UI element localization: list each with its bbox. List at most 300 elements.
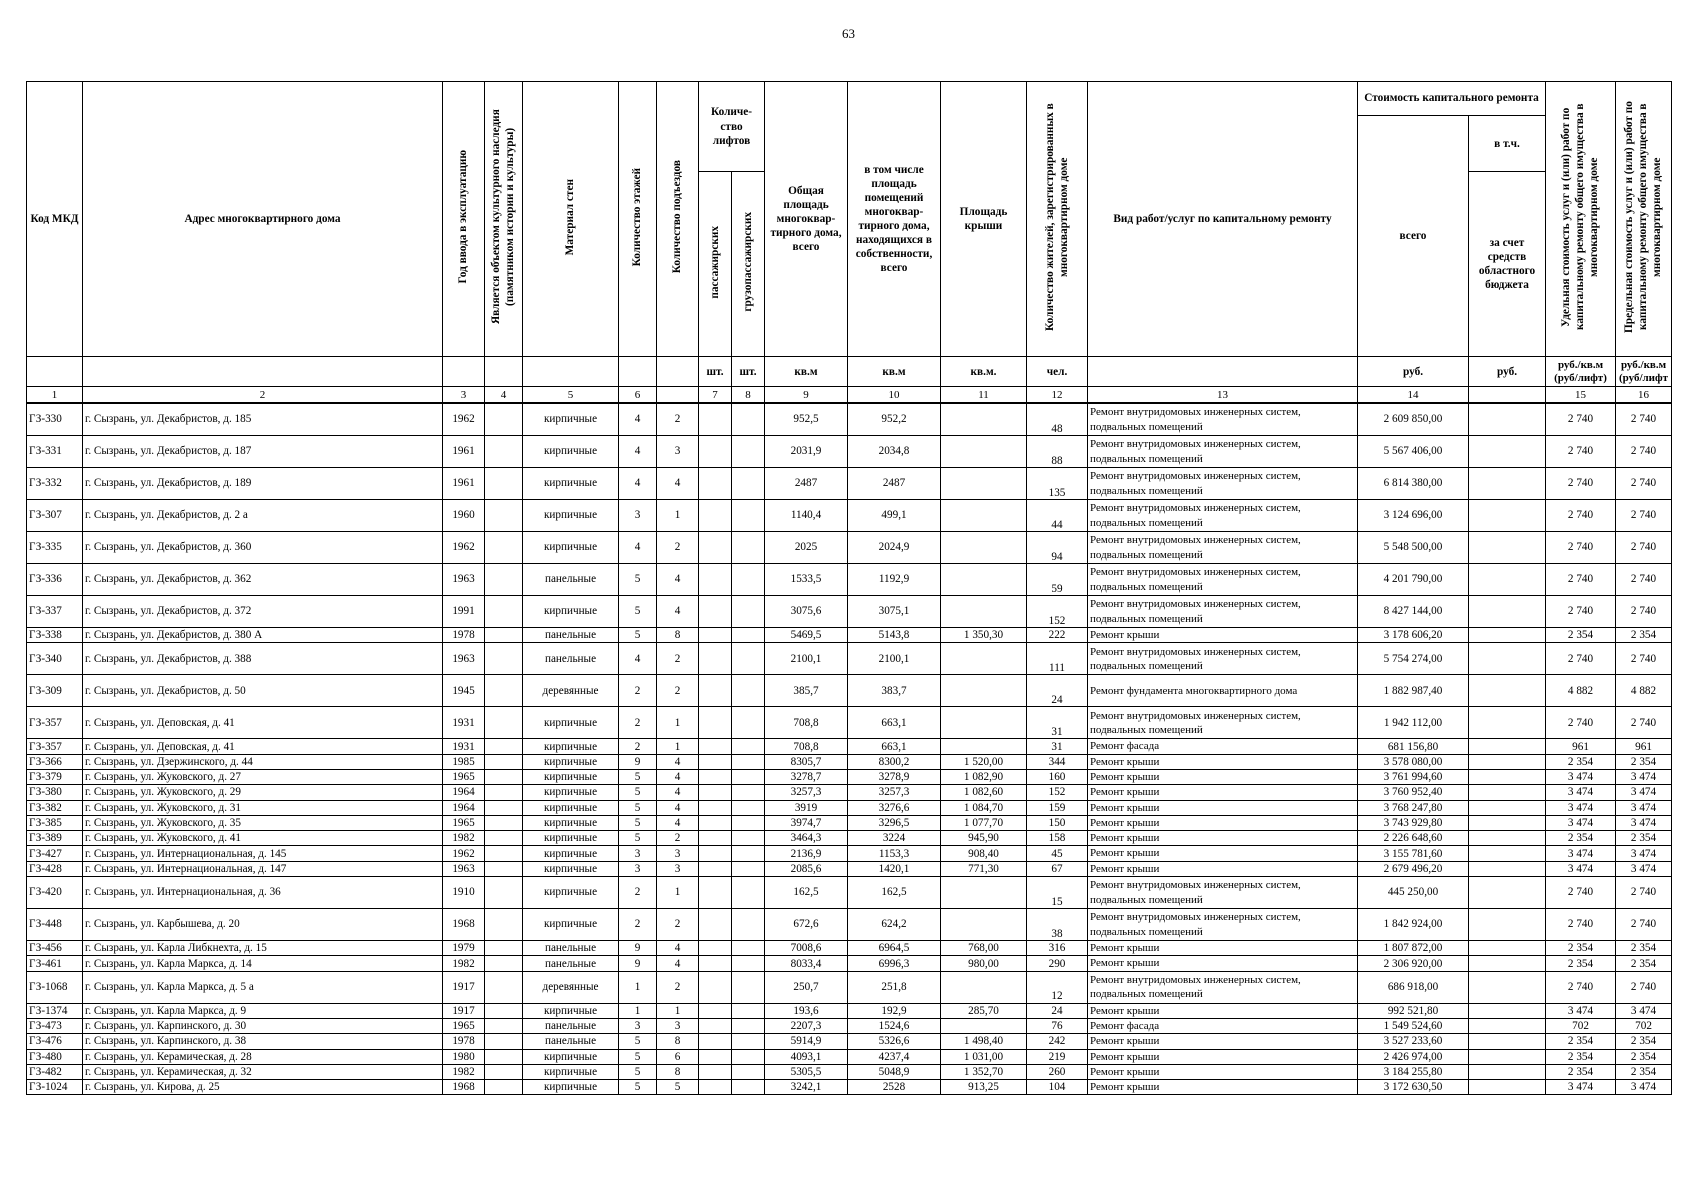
cell-code: ГЗ-480 [27,1049,83,1064]
cell-unit: 2 354 [1546,941,1616,956]
cell-roof [941,403,1027,436]
cell-roof [941,436,1027,468]
cell-unit: 2 354 [1546,1049,1616,1064]
cell-roof: 945,90 [941,831,1027,846]
cell-entr: 8 [657,1064,699,1079]
table-row [27,532,1672,564]
capital-repair-table [26,81,1672,1095]
cell-owned: 663,1 [848,707,941,739]
cell-empty [699,754,732,769]
cell-empty [732,1034,765,1049]
unit-cost-regional: руб. [1469,357,1546,387]
cell-empty [485,1080,523,1095]
cell-code: ГЗ-366 [27,754,83,769]
cell-empty [699,468,732,500]
cell-work: Ремонт внутридомовых инженерных систем, подвальных помещений [1088,596,1358,628]
cell-roof [941,707,1027,739]
column-numbers-row: 1 2 3 4 5 6 7 8 9 10 11 12 13 14 15 16 [27,387,1672,404]
cell-walls: кирпичные [523,770,619,785]
cell-walls: кирпичные [523,846,619,861]
cell-empty [732,532,765,564]
cell-empty [485,785,523,800]
cell-empty [1469,436,1546,468]
cell-cost: 1 882 987,40 [1358,675,1469,707]
cell-total: 2085,6 [765,861,848,876]
cell-address: г. Сызрань, ул. Жуковского, д. 27 [83,770,443,785]
cell-walls: кирпичные [523,800,619,815]
cell-cost: 1 842 924,00 [1358,909,1469,941]
cell-empty [485,596,523,628]
cell-total: 5469,5 [765,628,848,643]
cell-max: 3 474 [1616,785,1672,800]
cell-max: 2 740 [1616,971,1672,1003]
cell-owned: 192,9 [848,1003,941,1018]
cell-roof [941,564,1027,596]
cell-entr: 1 [657,877,699,909]
cell-work: Ремонт крыши [1088,1080,1358,1095]
cell-empty [1469,1064,1546,1079]
cell-address: г. Сызрань, ул. Карпинского, д. 38 [83,1034,443,1049]
cell-walls: кирпичные [523,877,619,909]
cell-cost: 3 155 781,60 [1358,846,1469,861]
cell-unit: 3 474 [1546,815,1616,830]
cell-floors: 9 [619,941,657,956]
cell-owned: 251,8 [848,971,941,1003]
cell-empty [699,785,732,800]
cell-address: г. Сызрань, ул. Деповская, д. 41 [83,707,443,739]
cell-unit: 2 354 [1546,956,1616,971]
cell-owned: 952,2 [848,403,941,436]
cell-empty [699,815,732,830]
cell-empty [1469,971,1546,1003]
cell-floors: 4 [619,643,657,675]
cell-walls: кирпичные [523,754,619,769]
unit-owned-area: кв.м [848,357,941,387]
cell-max: 3 474 [1616,815,1672,830]
cell-work: Ремонт крыши [1088,628,1358,643]
cell-floors: 1 [619,1003,657,1018]
cell-roof [941,500,1027,532]
table-row [27,564,1672,596]
cell-max: 2 354 [1616,628,1672,643]
table-row [27,861,1672,876]
cell-roof [941,971,1027,1003]
cell-cost: 3 184 255,80 [1358,1064,1469,1079]
cell-total: 250,7 [765,971,848,1003]
cell-empty [1469,909,1546,941]
cell-empty [1469,831,1546,846]
cell-walls: панельные [523,628,619,643]
header-residents: Количество жителей, зарегистрированных в многоквартирном доме [1027,82,1088,357]
cell-cost: 445 250,00 [1358,877,1469,909]
header-heritage: Является объектом культурного наследия (памятником истории и культуры) [485,82,523,357]
cell-res: 160 [1027,770,1088,785]
cell-total: 4093,1 [765,1049,848,1064]
cell-code: ГЗ-1068 [27,971,83,1003]
cell-address: г. Сызрань, ул. Декабристов, д. 362 [83,564,443,596]
cell-roof: 1 082,90 [941,770,1027,785]
cell-total: 3257,3 [765,785,848,800]
cell-cost: 992 521,80 [1358,1003,1469,1018]
cell-empty [485,831,523,846]
cell-roof: 285,70 [941,1003,1027,1018]
cell-empty [485,1064,523,1079]
cell-year: 1910 [443,877,485,909]
cell-res: 219 [1027,1049,1088,1064]
cell-floors: 4 [619,436,657,468]
cell-code: ГЗ-1374 [27,1003,83,1018]
cell-res: 59 [1027,564,1088,596]
cell-work: Ремонт внутридомовых инженерных систем, подвальных помещений [1088,500,1358,532]
cell-unit: 2 354 [1546,831,1616,846]
cell-max: 3 474 [1616,861,1672,876]
cell-walls: кирпичные [523,785,619,800]
cell-owned: 6996,3 [848,956,941,971]
header-roof-area: Площадь крыши [941,82,1027,357]
cell-year: 1963 [443,861,485,876]
cell-unit: 4 882 [1546,675,1616,707]
table-row [27,403,1672,436]
cell-res: 24 [1027,675,1088,707]
header-cost-total: всего [1358,116,1469,357]
cell-total: 3075,6 [765,596,848,628]
cell-max: 2 354 [1616,1034,1672,1049]
cell-floors: 5 [619,628,657,643]
cell-cost: 3 578 080,00 [1358,754,1469,769]
cell-floors: 2 [619,877,657,909]
cell-roof: 908,40 [941,846,1027,861]
cell-empty [699,909,732,941]
cell-owned: 1420,1 [848,861,941,876]
cell-work: Ремонт внутридомовых инженерных систем, подвальных помещений [1088,403,1358,436]
cell-entr: 4 [657,564,699,596]
table-row [27,785,1672,800]
cell-cost: 5 754 274,00 [1358,643,1469,675]
cell-year: 1963 [443,564,485,596]
cell-code: ГЗ-332 [27,468,83,500]
cell-unit: 3 474 [1546,800,1616,815]
cell-entr: 2 [657,403,699,436]
cell-floors: 4 [619,403,657,436]
cell-total: 952,5 [765,403,848,436]
header-lifts: Количе-ство лифтов [699,82,765,172]
cell-empty [485,754,523,769]
cell-empty [1469,770,1546,785]
cell-res: 38 [1027,909,1088,941]
cell-address: г. Сызрань, ул. Жуковского, д. 29 [83,785,443,800]
cell-max: 2 354 [1616,941,1672,956]
cell-total: 708,8 [765,739,848,754]
cell-entr: 2 [657,971,699,1003]
cell-empty [1469,1018,1546,1033]
cell-total: 3464,3 [765,831,848,846]
cell-cost: 5 548 500,00 [1358,532,1469,564]
table-row [27,956,1672,971]
cell-walls: панельные [523,1034,619,1049]
cell-max: 2 354 [1616,956,1672,971]
cell-total: 193,6 [765,1003,848,1018]
cell-total: 2487 [765,468,848,500]
cell-code: ГЗ-357 [27,707,83,739]
cell-code: ГЗ-428 [27,861,83,876]
cell-roof: 1 352,70 [941,1064,1027,1079]
cell-entr: 3 [657,861,699,876]
cell-cost: 1 942 112,00 [1358,707,1469,739]
cell-roof: 1 498,40 [941,1034,1027,1049]
cell-address: г. Сызрань, ул. Интернациональная, д. 145 [83,846,443,861]
cell-work: Ремонт крыши [1088,846,1358,861]
cell-res: 44 [1027,500,1088,532]
cell-empty [1469,643,1546,675]
cell-work: Ремонт крыши [1088,1003,1358,1018]
cell-res: 290 [1027,956,1088,971]
cell-work: Ремонт фасада [1088,739,1358,754]
cell-max: 2 740 [1616,436,1672,468]
cell-floors: 2 [619,909,657,941]
cell-empty [485,815,523,830]
cell-res: 48 [1027,403,1088,436]
cell-walls: кирпичные [523,468,619,500]
cell-address: г. Сызрань, ул. Карбышева, д. 20 [83,909,443,941]
cell-empty [1469,707,1546,739]
cell-year: 1982 [443,956,485,971]
cell-year: 1917 [443,1003,485,1018]
cell-total: 8033,4 [765,956,848,971]
cell-empty [1469,403,1546,436]
cell-entr: 4 [657,815,699,830]
cell-walls: панельные [523,643,619,675]
cell-address: г. Сызрань, ул. Декабристов, д. 360 [83,532,443,564]
cell-empty [1469,468,1546,500]
cell-total: 8305,7 [765,754,848,769]
cell-cost: 686 918,00 [1358,971,1469,1003]
cell-total: 708,8 [765,707,848,739]
cell-year: 1980 [443,1049,485,1064]
cell-walls: деревянные [523,675,619,707]
cell-roof: 913,25 [941,1080,1027,1095]
cell-entr: 8 [657,1034,699,1049]
cell-res: 260 [1027,1064,1088,1079]
cell-empty [732,564,765,596]
cell-res: 31 [1027,707,1088,739]
cell-code: ГЗ-309 [27,675,83,707]
table-row [27,1003,1672,1018]
cell-res: 159 [1027,800,1088,815]
cell-empty [732,971,765,1003]
table-row [27,468,1672,500]
cell-unit: 3 474 [1546,785,1616,800]
cell-entr: 4 [657,468,699,500]
cell-entr: 3 [657,846,699,861]
cell-empty [485,564,523,596]
cell-unit: 702 [1546,1018,1616,1033]
cell-year: 1962 [443,532,485,564]
cell-code: ГЗ-420 [27,877,83,909]
cell-max: 2 354 [1616,754,1672,769]
cell-unit: 3 474 [1546,846,1616,861]
cell-address: г. Сызрань, ул. Карпинского, д. 30 [83,1018,443,1033]
unit-residents: чел. [1027,357,1088,387]
cell-res: 152 [1027,596,1088,628]
cell-cost: 3 761 994,60 [1358,770,1469,785]
cell-total: 162,5 [765,877,848,909]
table-row [27,596,1672,628]
cell-owned: 6964,5 [848,941,941,956]
cell-walls: кирпичные [523,707,619,739]
unit-unit-cost: руб./кв.м (руб/лифт) [1546,357,1616,387]
cell-floors: 3 [619,1018,657,1033]
cell-floors: 9 [619,754,657,769]
cell-max: 2 354 [1616,1064,1672,1079]
table-row [27,800,1672,815]
cell-empty [732,1064,765,1079]
cell-address: г. Сызрань, ул. Интернациональная, д. 147 [83,861,443,876]
cell-code: ГЗ-473 [27,1018,83,1033]
cell-empty [485,846,523,861]
cell-empty [732,861,765,876]
table-row [27,500,1672,532]
cell-owned: 2528 [848,1080,941,1095]
cell-walls: кирпичные [523,831,619,846]
cell-floors: 5 [619,1064,657,1079]
table-row [27,1064,1672,1079]
cell-empty [699,739,732,754]
cell-empty [485,500,523,532]
header-code: Код МКД [27,82,83,357]
cell-year: 1964 [443,800,485,815]
cell-empty [1469,1049,1546,1064]
cell-empty [699,403,732,436]
cell-floors: 5 [619,596,657,628]
cell-empty [485,1034,523,1049]
cell-address: г. Сызрань, ул. Карла Маркса, д. 9 [83,1003,443,1018]
cell-empty [699,956,732,971]
cell-owned: 3075,1 [848,596,941,628]
cell-entr: 2 [657,532,699,564]
cell-owned: 162,5 [848,877,941,909]
cell-owned: 3257,3 [848,785,941,800]
cell-total: 5305,5 [765,1064,848,1079]
cell-empty [699,532,732,564]
cell-empty [485,941,523,956]
cell-max: 2 354 [1616,831,1672,846]
cell-empty [485,800,523,815]
header-lifts-cargo: грузопассажирских [732,172,765,357]
cell-floors: 9 [619,956,657,971]
cell-owned: 624,2 [848,909,941,941]
cell-res: 94 [1027,532,1088,564]
cell-unit: 3 474 [1546,770,1616,785]
cell-total: 1533,5 [765,564,848,596]
cell-year: 1979 [443,941,485,956]
cell-cost: 3 527 233,60 [1358,1034,1469,1049]
cell-unit: 2 354 [1546,628,1616,643]
cell-unit: 2 740 [1546,643,1616,675]
cell-work: Ремонт крыши [1088,800,1358,815]
cell-empty [1469,1034,1546,1049]
cell-empty [699,564,732,596]
cell-entr: 4 [657,770,699,785]
cell-max: 2 740 [1616,596,1672,628]
cell-empty [699,800,732,815]
cell-owned: 5048,9 [848,1064,941,1079]
cell-cost: 3 172 630,50 [1358,1080,1469,1095]
cell-walls: кирпичные [523,403,619,436]
cell-year: 1961 [443,436,485,468]
cell-max: 2 740 [1616,909,1672,941]
cell-year: 1964 [443,785,485,800]
cell-year: 1965 [443,1018,485,1033]
cell-unit: 2 740 [1546,596,1616,628]
cell-cost: 4 201 790,00 [1358,564,1469,596]
table-row [27,909,1672,941]
cell-code: ГЗ-338 [27,628,83,643]
cell-empty [1469,500,1546,532]
cell-roof [941,909,1027,941]
cell-empty [485,468,523,500]
cell-res: 158 [1027,831,1088,846]
cell-floors: 5 [619,800,657,815]
cell-empty [485,1049,523,1064]
cell-empty [732,956,765,971]
cell-year: 1968 [443,1080,485,1095]
cell-work: Ремонт крыши [1088,815,1358,830]
cell-work: Ремонт крыши [1088,941,1358,956]
cell-owned: 2024,9 [848,532,941,564]
cell-total: 1140,4 [765,500,848,532]
cell-empty [732,739,765,754]
cell-empty [485,707,523,739]
cell-max: 702 [1616,1018,1672,1033]
table-row [27,846,1672,861]
header-walls: Материал стен [523,82,619,357]
cell-roof: 768,00 [941,941,1027,956]
cell-unit: 2 740 [1546,532,1616,564]
table-row [27,739,1672,754]
page-number: 63 [842,26,855,41]
cell-unit: 2 354 [1546,1064,1616,1079]
cell-floors: 5 [619,1034,657,1049]
cell-empty [485,971,523,1003]
cell-max: 2 740 [1616,877,1672,909]
cell-max: 3 474 [1616,1080,1672,1095]
cell-res: 15 [1027,877,1088,909]
cell-year: 1931 [443,739,485,754]
cell-total: 385,7 [765,675,848,707]
cell-max: 2 740 [1616,403,1672,436]
header-entrances: Количество подъездов [657,82,699,357]
cell-unit: 2 740 [1546,500,1616,532]
cell-res: 344 [1027,754,1088,769]
cell-address: г. Сызрань, ул. Жуковского, д. 35 [83,815,443,830]
cell-floors: 5 [619,815,657,830]
cell-walls: кирпичные [523,1064,619,1079]
cell-unit: 961 [1546,739,1616,754]
cell-empty [699,1003,732,1018]
cell-total: 672,6 [765,909,848,941]
cell-empty [699,831,732,846]
cell-empty [699,877,732,909]
cell-roof: 1 350,30 [941,628,1027,643]
unit-roof-area: кв.м. [941,357,1027,387]
cell-floors: 5 [619,564,657,596]
cell-roof: 1 082,60 [941,785,1027,800]
cell-code: ГЗ-482 [27,1064,83,1079]
cell-empty [1469,628,1546,643]
header-unit-cost: Удельная стоимость услуг и (или) работ по капитальному ремонту общего имущества в многоквартирном доме [1546,82,1616,357]
cell-roof: 1 077,70 [941,815,1027,830]
cell-res: 104 [1027,1080,1088,1095]
